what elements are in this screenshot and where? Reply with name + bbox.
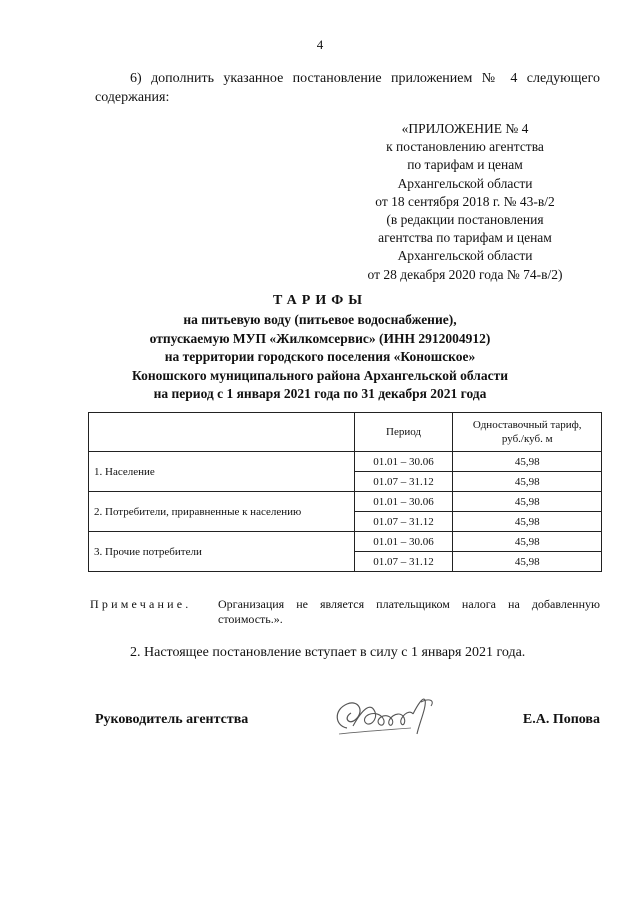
appendix-line: Архангельской области [397, 248, 533, 264]
header-consumer [89, 413, 355, 452]
appendix-line: по тарифам и ценам [407, 157, 523, 173]
period-cell: 01.01 – 30.06 [354, 532, 453, 552]
appendix-line: «ПРИЛОЖЕНИЕ № 4 [401, 121, 529, 136]
note-text-line-2: стоимость.». [218, 612, 283, 626]
period-cell: 01.07 – 31.12 [354, 552, 453, 572]
document-title [70, 292, 570, 403]
title-main: ТАРИФЫ [273, 293, 367, 308]
handwritten-signature-icon [325, 688, 445, 748]
tariff-cell: 45,98 [453, 452, 602, 472]
page-number: 4 [316, 37, 324, 52]
intro-line-1: 6) дополнить указанное постановление приложением № 4 следующего [130, 71, 600, 86]
header-tariff-line-2: руб./куб. м [501, 433, 553, 445]
note-text-line-1: Организация не является плательщиком налога на добавленную [218, 597, 600, 611]
intro-paragraph [95, 69, 600, 107]
signatory-position: Руководитель агентства [95, 712, 249, 727]
header-tariff-line-1: Одноставочный тариф, [472, 419, 582, 431]
header-tariff [453, 413, 602, 452]
title-line: отпускаемую МУП «Жилкомсервис» (ИНН 2912004912) [149, 330, 491, 346]
table-row [89, 492, 602, 512]
period-cell: 01.07 – 31.12 [354, 472, 453, 492]
effective-date-paragraph: 2. Настоящее постановление вступает в силу с 1 января 2021 года. [130, 645, 526, 660]
note-text [218, 597, 600, 627]
appendix-line: от 18 сентября 2018 г. № 43-в/2 [375, 193, 555, 209]
tariff-cell: 45,98 [453, 492, 602, 512]
signatory-name: Е.А. Попова [522, 712, 600, 727]
period-cell: 01.07 – 31.12 [354, 512, 453, 532]
appendix-line: Архангельской области [397, 175, 533, 191]
appendix-header [340, 120, 590, 284]
appendix-line: от 28 декабря 2020 года № 74-в/2) [367, 266, 563, 282]
table-row [89, 452, 602, 472]
appendix-line: (в редакции постановления [386, 212, 544, 228]
consumer-cell: 3. Прочие потребители [89, 532, 355, 572]
table-header-row [89, 413, 602, 452]
appendix-line: агентства по тарифам и ценам [378, 230, 552, 246]
tariff-cell: 45,98 [453, 472, 602, 492]
title-line: на питьевую воду (питьевое водоснабжение), [183, 312, 457, 328]
title-line: на территории городского поселения «Коношское» [164, 349, 476, 365]
tariff-cell: 45,98 [453, 552, 602, 572]
period-cell: 01.01 – 30.06 [354, 452, 453, 472]
appendix-line: к постановлению агентства [386, 139, 544, 155]
consumer-cell: 2. Потребители, приравненные к населению [89, 492, 355, 532]
title-line: Коношского муниципального района Архангельской области [131, 367, 508, 383]
consumer-cell: 1. Население [89, 452, 355, 492]
note-label: Примечание. [90, 597, 192, 611]
title-line: на период с 1 января 2021 года по 31 декабря 2021 года [153, 386, 487, 402]
header-period: Период [354, 413, 453, 452]
tariff-cell: 45,98 [453, 532, 602, 552]
tariff-cell: 45,98 [453, 512, 602, 532]
period-cell: 01.01 – 30.06 [354, 492, 453, 512]
table-row [89, 532, 602, 552]
intro-line-2: содержания: [95, 90, 170, 105]
tariff-table [88, 412, 602, 572]
